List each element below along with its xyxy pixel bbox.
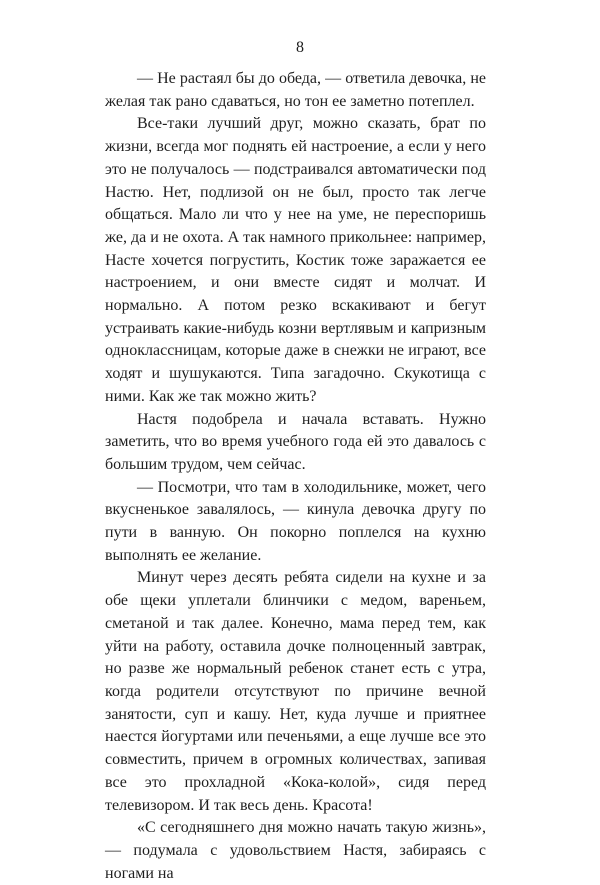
paragraph: «С сегодняшнего дня можно начать такую жизнь», — подумала с удовольствием Настя, забираясь с ногами на [105,819,486,882]
paragraph: Настя подобрела и начала вставать. Нужно заметить, что во время учебного года ей это давалось с большим трудом, чем сейчас. [105,410,486,473]
paragraph: Минут через десять ребята сидели на кухне и за обе щеки уплетали блинчики с медом, вареньем, сметаной и так далее. Конечно, мама перед тем, как уйти на работу, оставила дочке полноценный завтрак, но разве же нормальный ребенок станет есть с утра, когда родители отсутствуют по причине вечной занятости, суп и кашу. Нет, куда лучше и приятнее наестся йогуртами или печеньями, а еще лучше все это совместить, причем в огромных количествах, запивая все это прохладной «Кока-колой», сидя перед телевизором. И так весь день. Красота! [105,569,486,814]
paragraph: Все-таки лучший друг, можно сказать, брат по жизни, всегда мог поднять ей настроение, а если у него это не получалось — подстраивался автоматически под Настю. Нет, подлизой он не был, просто так легче общаться. Мало ли что у нее на уме, не переспоришь же, да и не охота. А так намного прикольнее: например, Насте хочется погрустить, Костик тоже заражается ее настроением, и они вместе сидят и молчат. И нормально. А потом резко вскакивают и бегут устраивать какие-нибудь козни вертлявым и капризным одноклассницам, которые даже в снежки не играют, все ходят и шушукаются. Типа загадочно. Скукотища с ними. Как же так можно жить? [105,115,486,405]
paragraph: — Посмотри, что там в холодильнике, может, чего вкусненькое завалялось, — кинула девочка другу по пути в ванную. Он покорно поплелся на кухню выполнять ее желание. [105,478,486,564]
page-number: 8 [296,39,304,56]
paragraph: — Не растаял бы до обеда, — ответила девочка, не желая так рано сдаваться, но тон ее заметно потеплел. [105,70,486,110]
body-text [105,68,486,885]
